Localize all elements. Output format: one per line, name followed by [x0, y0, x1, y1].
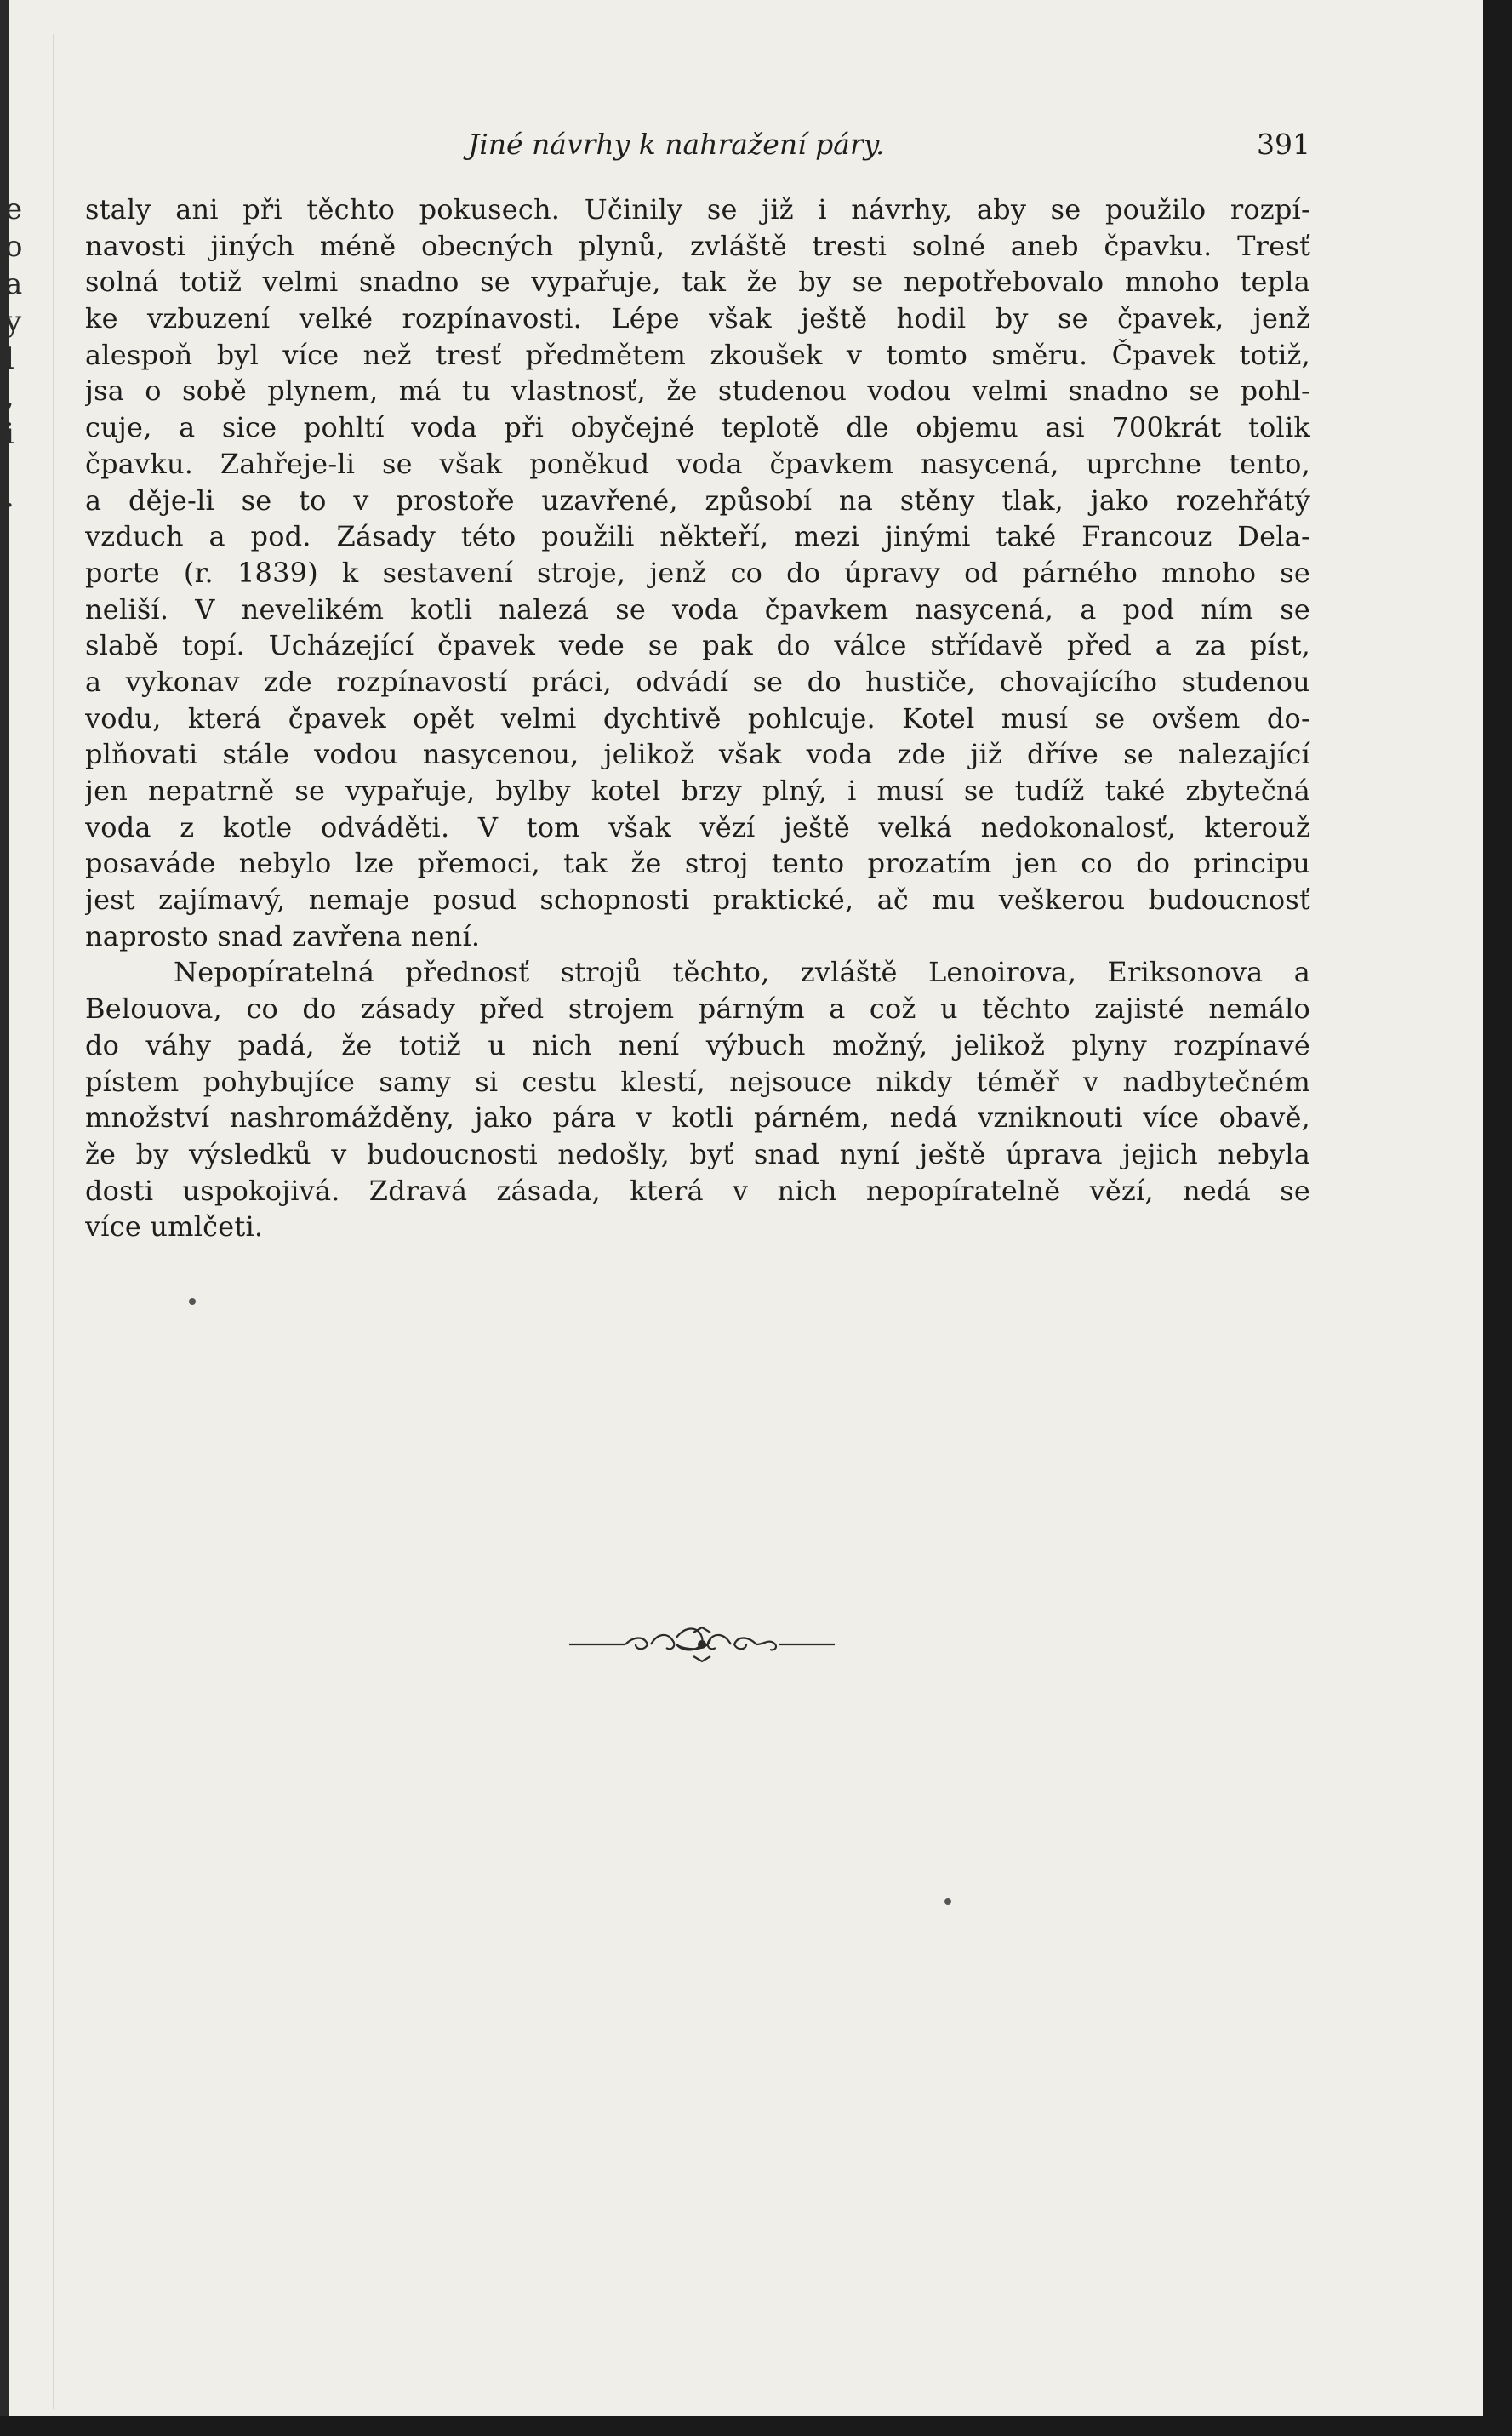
margin-letter: y — [5, 305, 22, 339]
text-line: cuje, a sice pohltí voda při obyčejné teplotě dle objemu asi 700krát tolik — [85, 411, 1310, 444]
text-line: Belouova, co do zásady před strojem párným a což u těchto zajisté nemálo — [85, 992, 1310, 1026]
text-line: vodu, která čpavek opět velmi dychtivě pohlcuje. Kotel musí se ovšem do- — [85, 701, 1310, 735]
text-line: voda z kotle odváděti. V tom však vězí ještě velká nedokonalosť, kterouž — [85, 810, 1310, 843]
page-number: 391 — [1257, 128, 1310, 161]
text-line: čpavku. Zahřeje-li se však poněkud voda čpavkem nasycená, uprchne tento, — [85, 447, 1310, 480]
text-line: porte (r. 1839) k sestavení stroje, jenž co do úpravy od párného mnoho se — [85, 556, 1310, 589]
text-line: více umlčeti. — [85, 1210, 264, 1244]
text-line: dosti uspokojivá. Zdravá zásada, která v nich nepopíratelně vězí, nedá se — [85, 1174, 1310, 1207]
text-line: navosti jiných méně obecných plynů, zvláště tresti solné aneb čpavku. Tresť — [85, 229, 1310, 262]
text-line: a děje-li se to v prostoře uzavřené, způsobí na stěny tlak, jako rozehřátý — [85, 483, 1310, 517]
paragraph-1 — [85, 192, 1310, 954]
margin-letter: i — [5, 417, 14, 451]
paragraph-2 — [85, 954, 1310, 1245]
text-line: do váhy padá, že totiž u nich není výbuch možný, jelikož plyny rozpínavé — [85, 1028, 1310, 1061]
previous-page-margin-fragments — [5, 191, 31, 516]
text-line: slabě topí. Ucházející čpavek vede se pak do válce střídavě před a za píst, — [85, 629, 1310, 662]
margin-letter: . — [5, 480, 14, 514]
text-line: ke vzbuzení velké rozpínavosti. Lépe však ještě hodil by se čpavek, jenž — [85, 302, 1310, 335]
text-line: vzduch a pod. Zásady této použili někteří, mezi jinými také Francouz Dela- — [85, 520, 1310, 553]
running-head — [85, 128, 1310, 170]
text-line: posaváde nebylo lze přemoci, tak že stroj tento prozatím jen co do principu — [85, 847, 1310, 880]
margin-letter: l — [5, 342, 14, 376]
scan-right-edge — [1483, 0, 1512, 2436]
margin-letter: a — [5, 267, 23, 301]
margin-letter: o — [5, 230, 23, 264]
text-line: jest zajímavý, nemaje posud schopnosti praktické, ač mu veškerou budoucnosť — [85, 883, 1310, 917]
page-gutter-line — [53, 34, 54, 2409]
scan-speck — [189, 1298, 196, 1305]
text-line: že by výsledků v budoucnosti nedošly, byť snad nyní ještě úprava jejich nebyla — [85, 1137, 1310, 1170]
margin-letter: e — [5, 192, 23, 226]
running-title: Jiné návrhy k nahražení páry. — [468, 128, 885, 161]
text-line: plňovati stále vodou nasycenou, jelikož však voda zde již dříve se nalezající — [85, 738, 1310, 771]
text-line: alespoň byl více než tresť předmětem zkoušek v tomto směru. Čpavek totiž, — [85, 338, 1310, 371]
text-line: neliší. V nevelikém kotli nalezá se voda čpavkem nasycená, a pod ním se — [85, 592, 1310, 626]
text-line: solná totiž velmi snadno se vypařuje, tak že by se nepotřebovalo mnoho tepla — [85, 266, 1310, 299]
scan-speck — [944, 1898, 951, 1905]
text-line: staly ani při těchto pokusech. Učinily se již i návrhy, aby se použilo rozpí- — [85, 193, 1310, 226]
text-line: pístem pohybujíce samy si cestu klestí, nejsouce nikdy téměř v nadbytečném — [85, 1065, 1310, 1098]
margin-letter: , — [5, 380, 14, 414]
text-line: naprosto snad zavřena není. — [85, 919, 481, 952]
text-line: Nepopíratelná přednosť strojů těchto, zvláště Lenoirova, Eriksonova a — [174, 956, 1310, 989]
ornament-divider-icon — [566, 1619, 838, 1670]
text-line: množství nashromážděny, jako pára v kotli párném, nedá vzniknouti více obavě, — [85, 1101, 1310, 1135]
text-line: jsa o sobě plynem, má tu vlastnosť, že studenou vodou velmi snadno se pohl- — [85, 375, 1310, 408]
text-line: a vykonav zde rozpínavostí práci, odvádí se do hustiče, chovajícího studenou — [85, 665, 1310, 698]
text-line: jen nepatrně se vypařuje, bylby kotel brzy plný, i musí se tudíž také zbytečná — [85, 775, 1310, 807]
scan-bottom-edge — [0, 2416, 1512, 2436]
body-text — [85, 192, 1310, 1245]
